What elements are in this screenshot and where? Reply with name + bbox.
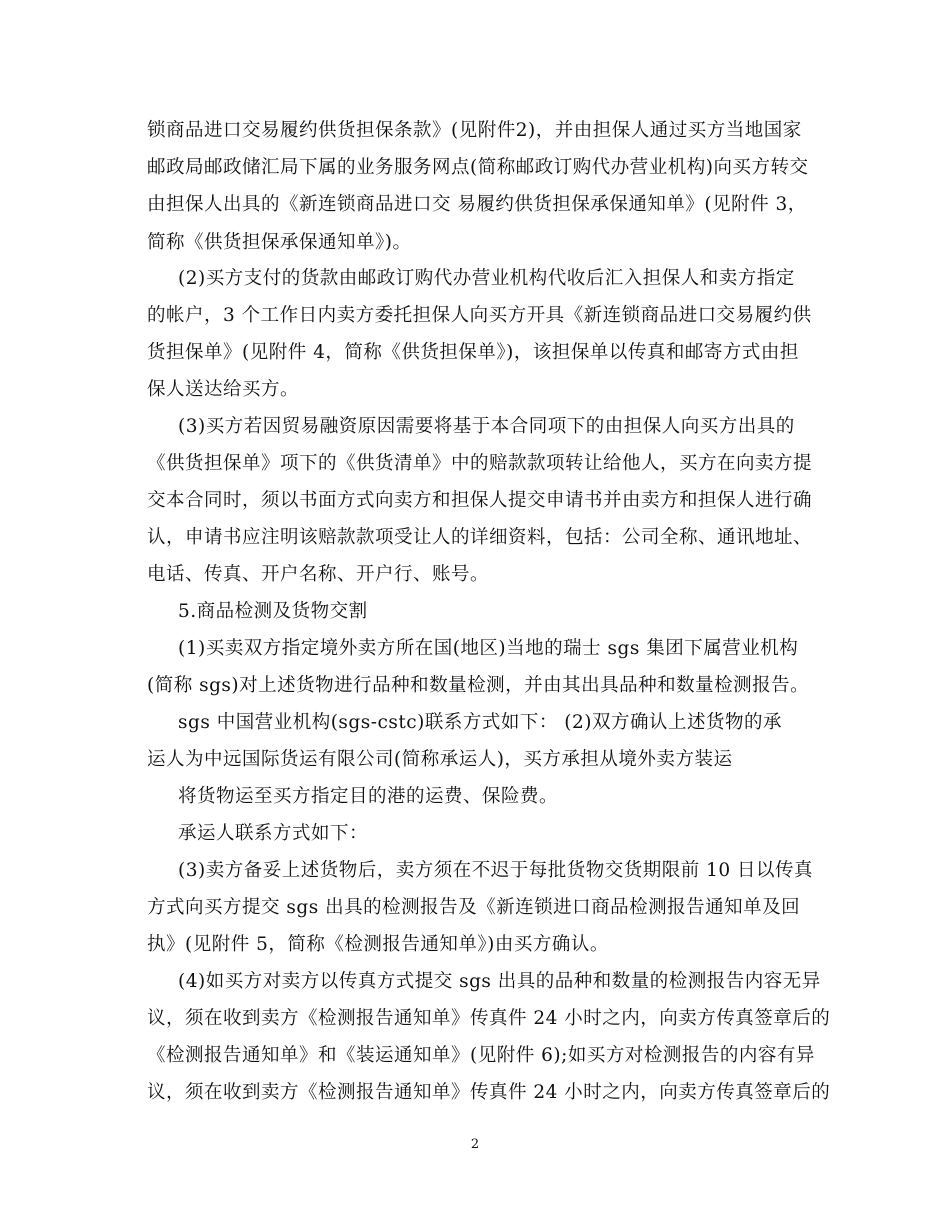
text-line: 承运人联系方式如下： xyxy=(178,823,369,844)
text-line: (4)如买方对卖方以传真方式提交 sgs 出具的品种和数量的检测报告内容无异 xyxy=(178,971,821,992)
text-line: 保人送达给买方。 xyxy=(147,379,300,400)
text-line: 锁商品进口交易履约供货担保条款》(见附件2)，并由担保人通过买方当地国家 xyxy=(147,120,802,141)
text-line: 由担保人出具的《新连锁商品进口交 易履约供货担保承保通知单》(见附件 3， xyxy=(147,194,807,215)
text-line: (简称 sgs)对上述货物进行品种和数量检测，并由其出具品种和数量检测报告。 xyxy=(147,675,810,696)
text-line: sgs 中国营业机构(sgs-cstc)联系方式如下： (2)双方确认上述货物的承 xyxy=(178,712,782,733)
text-line: 认，申请书应注明该赔款款项受让人的详细资料，包括：公司全称、通讯地址、 xyxy=(147,527,813,548)
text-line: 的帐户，3 个工作日内卖方委托担保人向买方开具《新连锁商品进口交易履约供 xyxy=(147,305,812,326)
section-heading: 5.商品检测及货物交割 xyxy=(178,601,368,622)
text-line: 邮政局邮政储汇局下属的业务服务网点(简称邮政订购代办营业机构)向买方转交 xyxy=(147,157,809,178)
text-line: (3)买方若因贸易融资原因需要将基于本合同项下的由担保人向买方出具的 xyxy=(178,416,795,437)
text-line: 《检测报告通知单》和《装运通知单》(见附件 6);如买方对检测报告的内容有异 xyxy=(147,1045,815,1066)
text-line: 方式向买方提交 sgs 出具的检测报告及《新连锁进口商品检测报告通知单及回 xyxy=(147,897,801,918)
text-line: 议，须在收到卖方《检测报告通知单》传真件 24 小时之内，向卖方传真签章后的 xyxy=(147,1082,831,1103)
text-line: (3)卖方备妥上述货物后，卖方须在不迟于每批货物交货期限前 10 日以传真 xyxy=(178,860,814,881)
text-line: 将货物运至买方指定目的港的运费、保险费。 xyxy=(178,786,559,807)
text-line: 运人为中远国际货运有限公司(简称承运人)，买方承担从境外卖方装运 xyxy=(147,749,733,770)
text-line: (2)买方支付的货款由邮政订购代办营业机构代收后汇入担保人和卖方指定 xyxy=(178,268,795,289)
text-line: 议，须在收到卖方《检测报告通知单》传真件 24 小时之内，向卖方传真签章后的 xyxy=(147,1008,831,1029)
text-line: 货担保单》(见附件 4，简称《供货担保单》)，该担保单以传真和邮寄方式由担 xyxy=(147,342,799,363)
text-line: 电话、传真、开户名称、开户行、账号。 xyxy=(147,564,490,585)
page-number: 2 xyxy=(470,1137,480,1152)
text-line: (1)买卖双方指定境外卖方所在国(地区)当地的瑞士 sgs 集团下属营业机构 xyxy=(178,638,799,659)
text-line: 执》(见附件 5，简称《检测报告通知单》)由买方确认。 xyxy=(147,934,609,955)
text-line: 交本合同时，须以书面方式向卖方和担保人提交申请书并由卖方和担保人进行确 xyxy=(147,490,813,511)
text-line: 《供货担保单》项下的《供货清单》中的赔款款项转让给他人，买方在向卖方提 xyxy=(147,453,813,474)
text-line: 简称《供货担保承保通知单》)。 xyxy=(147,232,412,253)
